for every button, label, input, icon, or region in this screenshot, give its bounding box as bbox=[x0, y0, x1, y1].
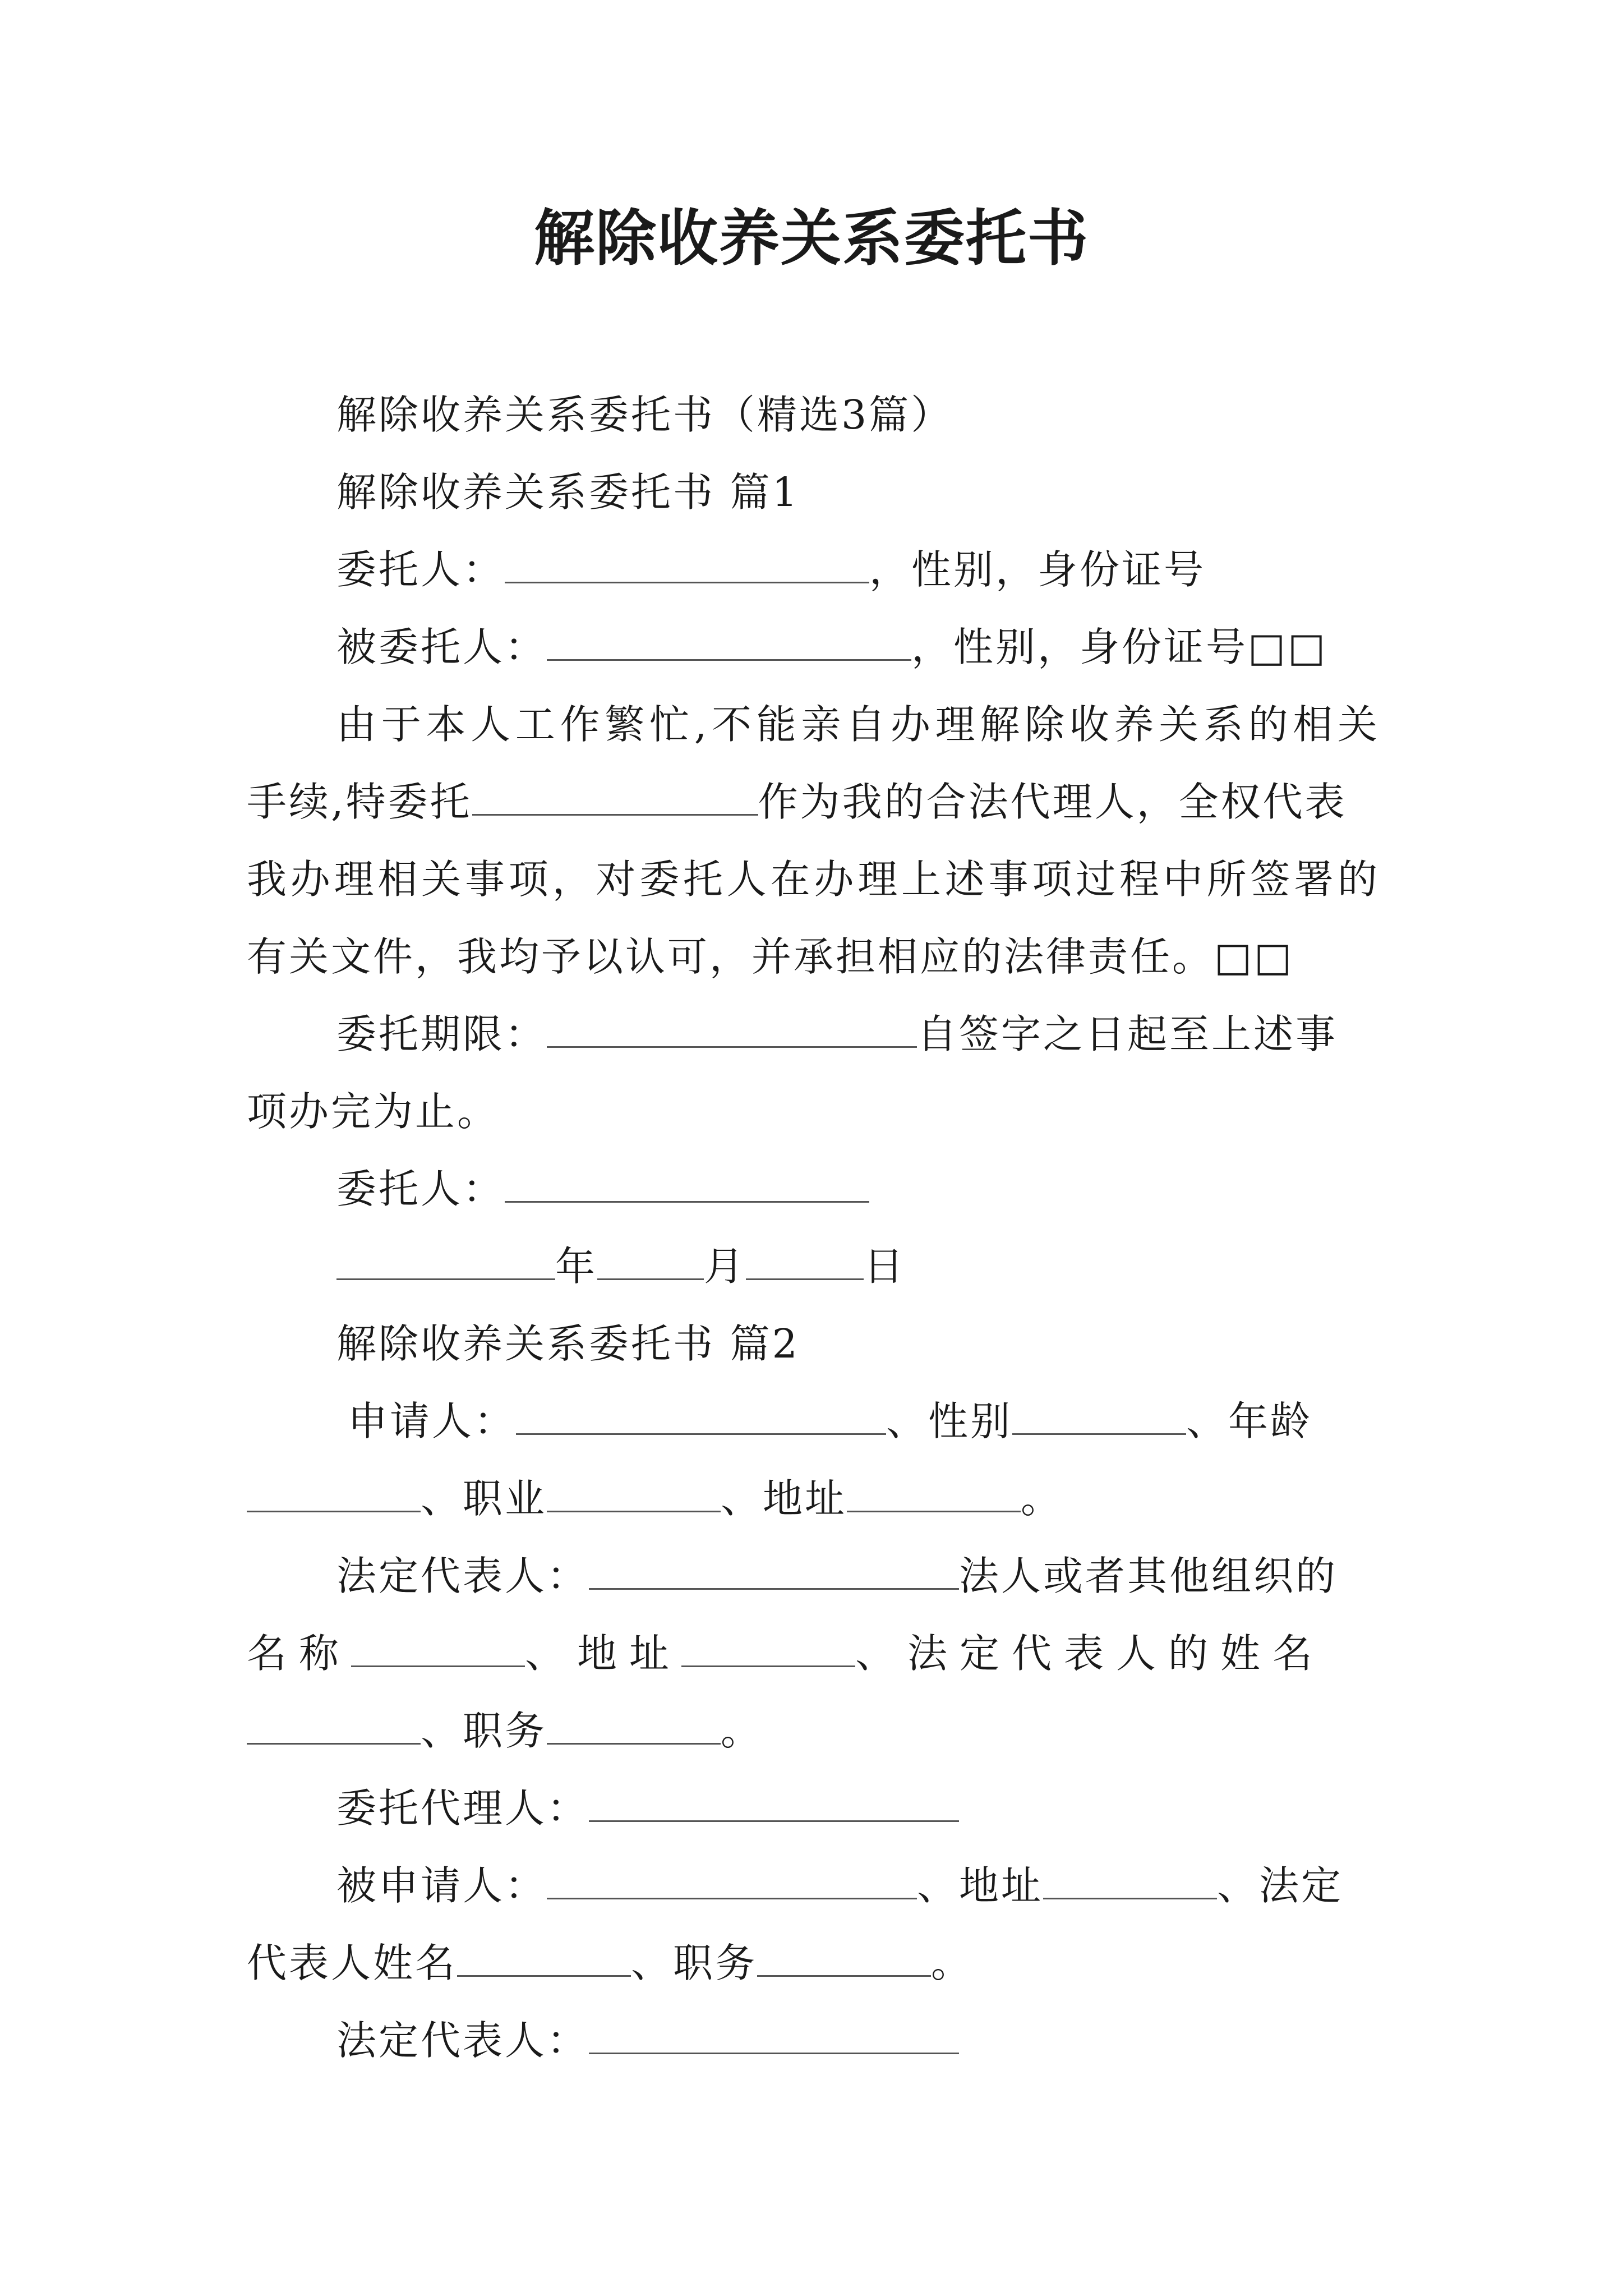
day-label: 日 bbox=[864, 1243, 906, 1290]
date-line bbox=[336, 1239, 906, 1295]
respondent-label: 被申请人： bbox=[336, 1862, 547, 1909]
reason-paragraph-line-2 bbox=[247, 774, 1380, 830]
entrusted-agent-line bbox=[336, 1780, 959, 1837]
section-heading-1-text: 解除收养关系委托书 篇1 bbox=[336, 469, 800, 516]
respondent-rep-title-blank[interactable] bbox=[757, 1940, 931, 1977]
org-rep-title-blank[interactable] bbox=[547, 1708, 721, 1745]
section-heading-2-text: 解除收养关系委托书 篇2 bbox=[336, 1320, 800, 1367]
reason-text-2b: 作为我的合法代理人，全权代表 bbox=[758, 779, 1347, 825]
principal-line bbox=[336, 542, 1206, 598]
applicant-label: 申请人： bbox=[348, 1398, 517, 1444]
agent-label: 被委托人： bbox=[336, 624, 547, 670]
legal-rep-label: 法定代表人： bbox=[336, 1553, 589, 1599]
legal-rep-line bbox=[336, 1548, 1380, 1604]
legal-rep-blank[interactable] bbox=[589, 1553, 959, 1590]
signature-line bbox=[336, 1161, 869, 1217]
agent-line bbox=[336, 619, 1327, 675]
respondent-address-blank[interactable] bbox=[1043, 1863, 1217, 1899]
principal-gender-id-label: ，性别，身份证号 bbox=[869, 546, 1206, 593]
year-blank[interactable] bbox=[336, 1244, 555, 1280]
applicant-gender-label: 、性别 bbox=[886, 1398, 1013, 1444]
reason-text-2a: 手续,特委托 bbox=[247, 779, 472, 825]
principal-label: 委托人： bbox=[336, 546, 505, 593]
legal-rep-line-3 bbox=[247, 1703, 763, 1759]
month-blank[interactable] bbox=[597, 1244, 704, 1280]
org-rep-title-label: 、职务 bbox=[421, 1708, 547, 1754]
entrusted-name-blank[interactable] bbox=[472, 779, 758, 816]
signature-blank[interactable] bbox=[505, 1166, 869, 1203]
section-heading-2 bbox=[336, 1316, 800, 1372]
section-heading-1 bbox=[336, 464, 800, 521]
applicant-address-blank[interactable] bbox=[847, 1476, 1021, 1512]
term-line-2 bbox=[247, 1084, 499, 1140]
applicant-occupation-blank[interactable] bbox=[547, 1476, 721, 1512]
org-name-blank[interactable] bbox=[351, 1631, 525, 1667]
term-label: 委托期限： bbox=[336, 1011, 547, 1057]
org-name-label: 名称 bbox=[247, 1630, 352, 1677]
term-blank[interactable] bbox=[547, 1011, 917, 1048]
respondent-blank[interactable] bbox=[547, 1863, 917, 1899]
reason-text-3: 我办理相关事项，对委托人在办理上述事项过程中所签署的 bbox=[247, 856, 1380, 903]
reason-text-4: 有关文件，我均予以认可，并承担相应的法律责任。□□ bbox=[247, 933, 1294, 980]
respondent-end: 。 bbox=[931, 1940, 974, 1986]
subtitle-line bbox=[336, 387, 953, 443]
respondent-legal-rep-label: 法定代表人： bbox=[336, 2017, 589, 2064]
applicant-occupation-label: 、职业 bbox=[421, 1475, 547, 1522]
applicant-address-label: 、地址 bbox=[721, 1475, 847, 1522]
term-line bbox=[336, 1006, 1380, 1062]
applicant-line-2 bbox=[247, 1471, 1063, 1527]
subtitle-text: 解除收养关系委托书（精选3篇） bbox=[336, 392, 953, 438]
respondent-legal-rep-line bbox=[336, 2013, 959, 2069]
org-rep-name-blank[interactable] bbox=[247, 1708, 421, 1745]
org-rep-end: 。 bbox=[721, 1708, 763, 1754]
respondent-rep-name-label: 代表人姓名 bbox=[247, 1940, 458, 1986]
month-label: 月 bbox=[704, 1243, 746, 1290]
applicant-age-blank[interactable] bbox=[247, 1476, 421, 1512]
respondent-line-2 bbox=[247, 1935, 973, 1991]
respondent-legal-label: 、法定 bbox=[1217, 1862, 1344, 1909]
entrusted-agent-label: 委托代理人： bbox=[336, 1785, 589, 1832]
respondent-address-label: 、地址 bbox=[917, 1862, 1044, 1909]
org-address-blank[interactable] bbox=[681, 1631, 855, 1667]
applicant-age-label: 、年龄 bbox=[1186, 1398, 1313, 1444]
applicant-end: 。 bbox=[1021, 1475, 1063, 1522]
org-address-label: 、地址 bbox=[525, 1630, 682, 1677]
org-rep-name-label: 、法定代表人的姓名 bbox=[855, 1630, 1325, 1677]
reason-paragraph-line-3 bbox=[247, 852, 1380, 908]
document-title: 解除收养关系委托书 bbox=[533, 203, 1089, 274]
agent-blank[interactable] bbox=[547, 624, 911, 661]
applicant-blank[interactable] bbox=[516, 1398, 886, 1435]
agent-gender-id-label: ，性别，身份证号□□ bbox=[911, 624, 1328, 670]
principal-blank[interactable] bbox=[505, 547, 869, 583]
applicant-line bbox=[348, 1393, 1380, 1450]
term-text: 自签字之日起至上述事 bbox=[917, 1011, 1338, 1057]
entrusted-agent-blank[interactable] bbox=[589, 1786, 959, 1822]
reason-text-1: 由于本人工作繁忙,不能亲自办理解除收养关系的相关 bbox=[336, 701, 1380, 748]
respondent-rep-name-blank[interactable] bbox=[457, 1940, 631, 1977]
respondent-legal-rep-blank[interactable] bbox=[589, 2018, 959, 2054]
legal-rep-line-2 bbox=[247, 1626, 1380, 1682]
legal-rep-text: 法人或者其他组织的 bbox=[959, 1553, 1338, 1599]
day-blank[interactable] bbox=[746, 1244, 864, 1280]
respondent-rep-title-label: 、职务 bbox=[631, 1940, 758, 1986]
respondent-line bbox=[336, 1858, 1380, 1914]
signature-label: 委托人： bbox=[336, 1166, 505, 1212]
reason-paragraph-line-1 bbox=[336, 697, 1380, 753]
year-label: 年 bbox=[555, 1243, 598, 1290]
reason-paragraph-line-4 bbox=[247, 929, 1294, 985]
term-text-2: 项办完为止。 bbox=[247, 1088, 500, 1135]
applicant-gender-blank[interactable] bbox=[1012, 1398, 1186, 1435]
